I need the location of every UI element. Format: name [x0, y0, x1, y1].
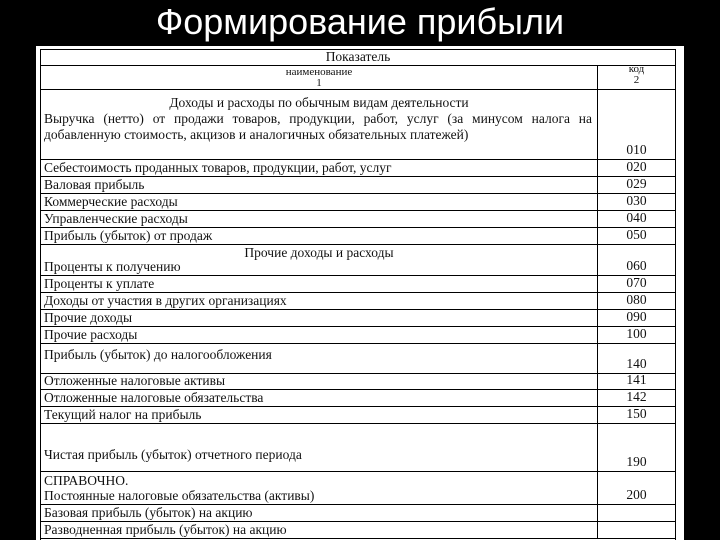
table-row: [41, 211, 675, 228]
row-name: Коммерческие расходы: [44, 194, 178, 209]
row-code: 070: [626, 275, 647, 290]
row-code: 142: [626, 389, 647, 404]
table-row: [41, 344, 675, 374]
row-name: Разводненная прибыль (убыток) на акцию: [44, 522, 287, 537]
table-row: [41, 505, 675, 522]
table-row: [41, 407, 675, 424]
section-other: Прочие доходы и расходы: [244, 245, 394, 260]
row-code: 100: [626, 326, 647, 341]
row-name: Проценты к уплате: [44, 276, 155, 291]
table-row: [41, 194, 675, 211]
row-code: 200: [626, 487, 647, 502]
table-row: [41, 327, 675, 344]
row-name: Отложенные налоговые активы: [44, 373, 226, 388]
table-row: [41, 90, 675, 160]
table-row: [41, 245, 675, 276]
row-name: Прибыль (убыток) до налогообложения: [44, 347, 272, 362]
table-row: [41, 160, 675, 177]
profit-table: [40, 49, 676, 540]
row-name: Прочие доходы: [44, 310, 133, 325]
table-row: [41, 276, 675, 293]
table-header-group: [41, 50, 675, 66]
row-name: Управленческие расходы: [44, 211, 188, 226]
table-row: [41, 177, 675, 194]
row-code: 080: [626, 292, 647, 307]
row-name: Чистая прибыль (убыток) отчетного периода: [44, 447, 302, 462]
row-code: 050: [626, 227, 647, 242]
row-name: Проценты к получению: [44, 259, 181, 274]
row-name: Валовая прибыль: [44, 177, 145, 192]
header-indicator: Показатель: [325, 49, 391, 64]
table-row: [41, 390, 675, 407]
header-code: код: [628, 63, 645, 75]
section-ordinary: Доходы и расходы по обычным видам деятельности: [169, 95, 469, 110]
row-name: Прочие расходы: [44, 327, 138, 342]
row-code: 010: [626, 142, 647, 157]
table-header-numbers: [41, 74, 675, 90]
table-row: [41, 424, 675, 472]
row-name: Отложенные налоговые обязательства: [44, 390, 264, 405]
row-code: 029: [626, 176, 647, 191]
header-name-num: 1: [316, 77, 322, 89]
row-name: Выручка (нетто) от продажи товаров, продукции, работ, услуг (за минусом налога на добавленную стоимость, акцизов и аналогичных обязательных платежей): [44, 111, 592, 142]
row-code: 090: [626, 309, 647, 324]
row-name: Себестоимость проданных товаров, продукции, работ, услуг: [44, 160, 392, 175]
row-code: 141: [626, 372, 647, 387]
row-name: Прибыль (убыток) от продаж: [44, 228, 213, 243]
row-name: Постоянные налоговые обязательства (активы): [44, 488, 315, 503]
table-row: [41, 310, 675, 327]
row-name: Доходы от участия в других организациях: [44, 293, 287, 308]
row-code: 030: [626, 193, 647, 208]
row-code: 040: [626, 210, 647, 225]
table-row: [41, 522, 675, 539]
table-row: [41, 228, 675, 245]
slide-title: Формирование прибыли: [155, 1, 565, 42]
row-name: Базовая прибыль (убыток) на акцию: [44, 505, 253, 520]
row-code: 150: [626, 406, 647, 421]
header-code-num: 2: [633, 74, 640, 86]
row-code: 140: [626, 356, 647, 371]
row-code: 020: [626, 159, 647, 174]
table-row: [41, 472, 675, 505]
row-code: 060: [626, 258, 647, 273]
row-code: 190: [626, 454, 647, 469]
row-name: Текущий налог на прибыль: [44, 407, 202, 422]
document-page: [36, 46, 684, 540]
table-row: [41, 293, 675, 310]
table-row: [41, 374, 675, 390]
reference-label: СПРАВОЧНО.: [44, 473, 129, 488]
header-name: наименование: [285, 66, 353, 78]
